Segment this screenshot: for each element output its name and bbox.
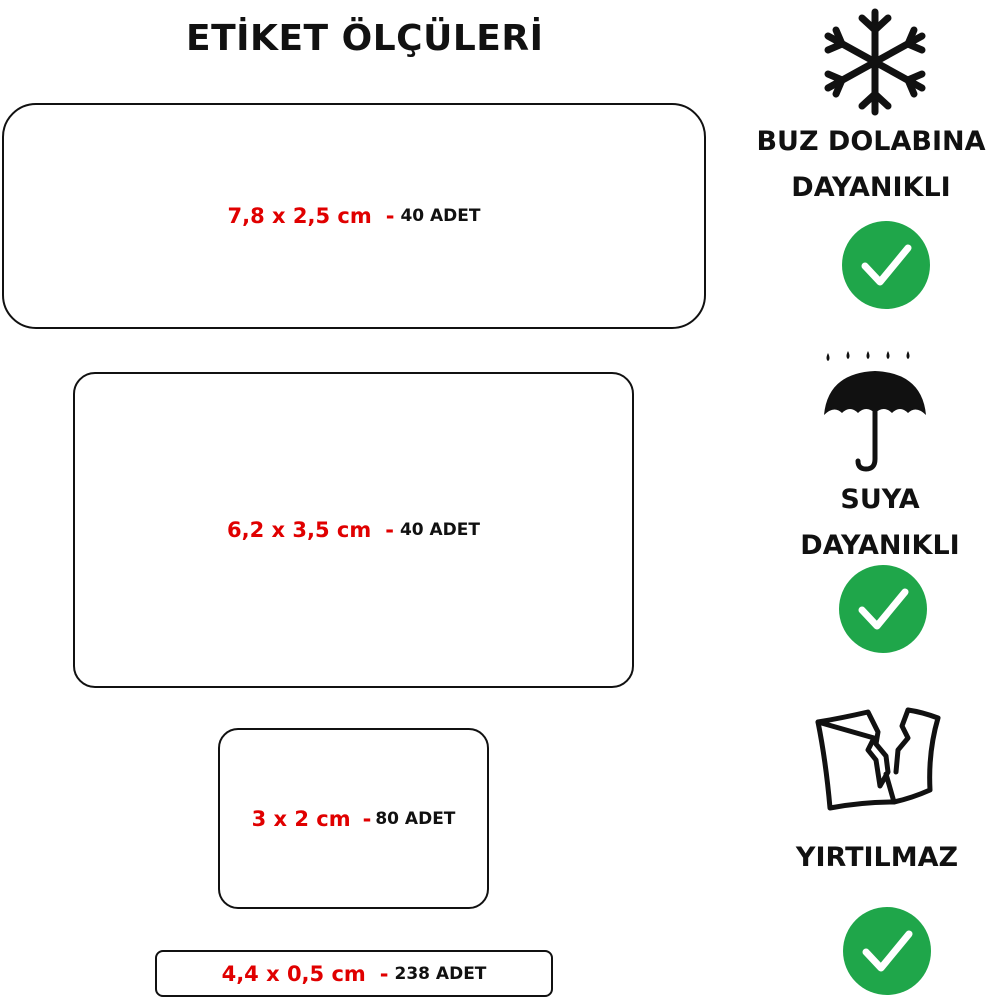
label-size-box-4: [155, 950, 553, 997]
feature-water-line1: SUYA: [840, 484, 920, 515]
label-quantity-3: 80 ADET: [375, 808, 456, 829]
label-size-2: 6,2 x 3,5 cm: [227, 518, 372, 542]
label-dash-1: -: [385, 204, 395, 228]
label-dash-3: -: [362, 806, 372, 831]
umbrella-rain-icon: [820, 345, 930, 475]
check-icon: [841, 220, 931, 310]
label-dash-4: -: [379, 961, 389, 986]
check-icon: [838, 564, 928, 654]
label-size-box-2: [73, 372, 634, 688]
feature-freezer-line1: BUZ DOLABINA: [756, 126, 986, 157]
torn-paper-icon: [812, 702, 944, 814]
check-icon: [842, 906, 932, 996]
snowflake-icon: [810, 8, 940, 116]
feature-freezer-line2: DAYANIKLI: [791, 172, 951, 203]
label-quantity-4: 238 ADET: [394, 963, 487, 984]
feature-tear-label: YIRTILMAZ: [795, 842, 959, 873]
feature-water-line2: DAYANIKLI: [800, 530, 960, 561]
label-size-1: 7,8 x 2,5 cm: [227, 204, 372, 228]
label-size-3: 3 x 2 cm: [251, 806, 351, 831]
label-dash-2: -: [385, 518, 394, 542]
page-title: ETİKET ÖLÇÜLERİ: [186, 18, 544, 59]
label-size-box-3: [218, 728, 489, 909]
label-quantity-1: 40 ADET: [400, 206, 481, 226]
label-size-4: 4,4 x 0,5 cm: [221, 961, 366, 986]
label-size-box-1: [2, 103, 706, 329]
label-quantity-2: 40 ADET: [399, 520, 480, 540]
